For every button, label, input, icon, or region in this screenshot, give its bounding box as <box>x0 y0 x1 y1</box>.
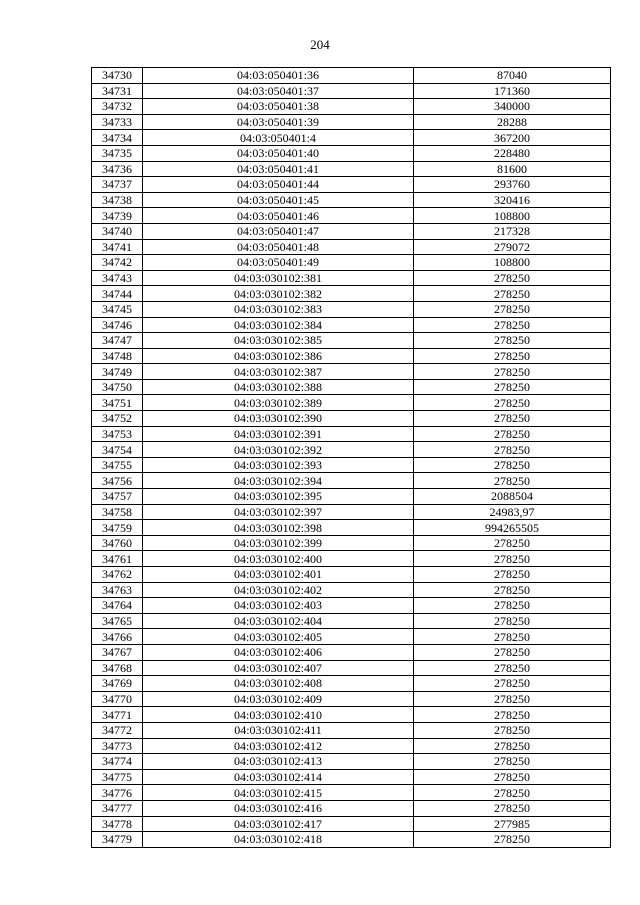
value-cell: 278250 <box>414 598 611 614</box>
row-number-cell: 34754 <box>92 442 143 458</box>
cadastral-number-cell: 04:03:050401:4 <box>143 130 414 146</box>
cadastral-number-cell: 04:03:030102:390 <box>143 411 414 427</box>
table-row <box>92 145 611 161</box>
cadastral-number-cell: 04:03:030102:381 <box>143 270 414 286</box>
cadastral-number-cell: 04:03:050401:40 <box>143 145 414 161</box>
cadastral-number-cell: 04:03:030102:411 <box>143 722 414 738</box>
table-row <box>92 411 611 427</box>
row-number-cell: 34765 <box>92 613 143 629</box>
row-number-cell: 34770 <box>92 691 143 707</box>
table-row <box>92 535 611 551</box>
value-cell: 278250 <box>414 769 611 785</box>
cadastral-number-cell: 04:03:030102:416 <box>143 800 414 816</box>
value-cell: 108800 <box>414 255 611 271</box>
cadastral-number-cell: 04:03:030102:397 <box>143 504 414 520</box>
cadastral-number-cell: 04:03:030102:394 <box>143 473 414 489</box>
value-cell: 293760 <box>414 177 611 193</box>
value-cell: 278250 <box>414 785 611 801</box>
table-row <box>92 239 611 255</box>
row-number-cell: 34751 <box>92 395 143 411</box>
row-number-cell: 34758 <box>92 504 143 520</box>
cadastral-number-cell: 04:03:030102:389 <box>143 395 414 411</box>
cadastral-number-cell: 04:03:050401:38 <box>143 99 414 115</box>
cadastral-number-cell: 04:03:050401:39 <box>143 114 414 130</box>
value-cell: 994265505 <box>414 520 611 536</box>
table-row <box>92 270 611 286</box>
row-number-cell: 34762 <box>92 567 143 583</box>
value-cell: 278250 <box>414 348 611 364</box>
table-row <box>92 442 611 458</box>
row-number-cell: 34734 <box>92 130 143 146</box>
cadastral-number-cell: 04:03:050401:47 <box>143 223 414 239</box>
cadastral-number-cell: 04:03:030102:384 <box>143 317 414 333</box>
table-row <box>92 785 611 801</box>
value-cell: 278250 <box>414 691 611 707</box>
value-cell: 87040 <box>414 68 611 84</box>
row-number-cell: 34741 <box>92 239 143 255</box>
row-number-cell: 34738 <box>92 192 143 208</box>
cadastral-number-cell: 04:03:030102:383 <box>143 301 414 317</box>
cadastral-number-cell: 04:03:030102:409 <box>143 691 414 707</box>
row-number-cell: 34764 <box>92 598 143 614</box>
cadastral-number-cell: 04:03:050401:36 <box>143 68 414 84</box>
value-cell: 278250 <box>414 333 611 349</box>
value-cell: 320416 <box>414 192 611 208</box>
row-number-cell: 34736 <box>92 161 143 177</box>
table-row <box>92 457 611 473</box>
table-row <box>92 301 611 317</box>
table-row <box>92 644 611 660</box>
row-number-cell: 34732 <box>92 99 143 115</box>
row-number-cell: 34775 <box>92 769 143 785</box>
table-row <box>92 660 611 676</box>
value-cell: 108800 <box>414 208 611 224</box>
row-number-cell: 34745 <box>92 301 143 317</box>
table-row <box>92 426 611 442</box>
value-cell: 278250 <box>414 567 611 583</box>
value-cell: 279072 <box>414 239 611 255</box>
row-number-cell: 34778 <box>92 816 143 832</box>
value-cell: 278250 <box>414 535 611 551</box>
cadastral-number-cell: 04:03:030102:392 <box>143 442 414 458</box>
row-number-cell: 34766 <box>92 629 143 645</box>
cadastral-number-cell: 04:03:030102:387 <box>143 364 414 380</box>
value-cell: 278250 <box>414 379 611 395</box>
table-row <box>92 130 611 146</box>
table-row <box>92 192 611 208</box>
row-number-cell: 34744 <box>92 286 143 302</box>
table-row <box>92 582 611 598</box>
cadastral-number-cell: 04:03:030102:410 <box>143 707 414 723</box>
table-row <box>92 816 611 832</box>
cadastral-number-cell: 04:03:030102:412 <box>143 738 414 754</box>
row-number-cell: 34756 <box>92 473 143 489</box>
value-cell: 278250 <box>414 582 611 598</box>
value-cell: 278250 <box>414 613 611 629</box>
cadastral-number-cell: 04:03:030102:418 <box>143 832 414 848</box>
row-number-cell: 34771 <box>92 707 143 723</box>
table-row <box>92 551 611 567</box>
value-cell: 81600 <box>414 161 611 177</box>
row-number-cell: 34737 <box>92 177 143 193</box>
table-row <box>92 333 611 349</box>
table-row <box>92 83 611 99</box>
value-cell: 28288 <box>414 114 611 130</box>
cadastral-number-cell: 04:03:030102:385 <box>143 333 414 349</box>
value-cell: 340000 <box>414 99 611 115</box>
value-cell: 278250 <box>414 411 611 427</box>
table-row <box>92 722 611 738</box>
value-cell: 278250 <box>414 301 611 317</box>
value-cell: 278250 <box>414 800 611 816</box>
value-cell: 2088504 <box>414 489 611 505</box>
table-row <box>92 68 611 84</box>
row-number-cell: 34746 <box>92 317 143 333</box>
table-row <box>92 707 611 723</box>
table-row <box>92 286 611 302</box>
value-cell: 278250 <box>414 551 611 567</box>
table-row <box>92 99 611 115</box>
value-cell: 278250 <box>414 442 611 458</box>
value-cell: 278250 <box>414 644 611 660</box>
value-cell: 278250 <box>414 722 611 738</box>
row-number-cell: 34747 <box>92 333 143 349</box>
table-row <box>92 317 611 333</box>
cadastral-number-cell: 04:03:030102:406 <box>143 644 414 660</box>
value-cell: 278250 <box>414 676 611 692</box>
table-row <box>92 395 611 411</box>
table-row <box>92 738 611 754</box>
value-cell: 278250 <box>414 738 611 754</box>
table-row <box>92 364 611 380</box>
cadastral-number-cell: 04:03:050401:45 <box>143 192 414 208</box>
cadastral-number-cell: 04:03:050401:46 <box>143 208 414 224</box>
row-number-cell: 34761 <box>92 551 143 567</box>
table-row <box>92 177 611 193</box>
row-number-cell: 34743 <box>92 270 143 286</box>
cadastral-number-cell: 04:03:030102:417 <box>143 816 414 832</box>
cadastral-number-cell: 04:03:050401:37 <box>143 83 414 99</box>
row-number-cell: 34767 <box>92 644 143 660</box>
value-cell: 24983,97 <box>414 504 611 520</box>
cadastral-number-cell: 04:03:030102:395 <box>143 489 414 505</box>
value-cell: 171360 <box>414 83 611 99</box>
cadastral-number-cell: 04:03:030102:391 <box>143 426 414 442</box>
cadastral-number-cell: 04:03:030102:414 <box>143 769 414 785</box>
value-cell: 277985 <box>414 816 611 832</box>
row-number-cell: 34749 <box>92 364 143 380</box>
cadastral-number-cell: 04:03:030102:404 <box>143 613 414 629</box>
cadastral-number-cell: 04:03:050401:41 <box>143 161 414 177</box>
value-cell: 278250 <box>414 270 611 286</box>
cadastral-number-cell: 04:03:030102:398 <box>143 520 414 536</box>
row-number-cell: 34777 <box>92 800 143 816</box>
table-row <box>92 691 611 707</box>
table-row <box>92 504 611 520</box>
row-number-cell: 34774 <box>92 754 143 770</box>
table-row <box>92 161 611 177</box>
value-cell: 217328 <box>414 223 611 239</box>
value-cell: 278250 <box>414 457 611 473</box>
row-number-cell: 34763 <box>92 582 143 598</box>
value-cell: 278250 <box>414 426 611 442</box>
table-row <box>92 348 611 364</box>
value-cell: 278250 <box>414 629 611 645</box>
row-number-cell: 34740 <box>92 223 143 239</box>
row-number-cell: 34753 <box>92 426 143 442</box>
row-number-cell: 34752 <box>92 411 143 427</box>
table-row <box>92 769 611 785</box>
table-row <box>92 800 611 816</box>
cadastral-number-cell: 04:03:030102:405 <box>143 629 414 645</box>
row-number-cell: 34730 <box>92 68 143 84</box>
table-row <box>92 114 611 130</box>
row-number-cell: 34750 <box>92 379 143 395</box>
table-row <box>92 473 611 489</box>
row-number-cell: 34739 <box>92 208 143 224</box>
value-cell: 228480 <box>414 145 611 161</box>
row-number-cell: 34733 <box>92 114 143 130</box>
page-number: 204 <box>310 37 330 52</box>
value-cell: 278250 <box>414 286 611 302</box>
value-cell: 278250 <box>414 832 611 848</box>
cadastral-number-cell: 04:03:050401:49 <box>143 255 414 271</box>
value-cell: 278250 <box>414 707 611 723</box>
cadastral-number-cell: 04:03:030102:400 <box>143 551 414 567</box>
row-number-cell: 34768 <box>92 660 143 676</box>
value-cell: 278250 <box>414 364 611 380</box>
row-number-cell: 34776 <box>92 785 143 801</box>
row-number-cell: 34748 <box>92 348 143 364</box>
cadastral-number-cell: 04:03:030102:402 <box>143 582 414 598</box>
value-cell: 278250 <box>414 754 611 770</box>
row-number-cell: 34735 <box>92 145 143 161</box>
cadastral-number-cell: 04:03:030102:407 <box>143 660 414 676</box>
row-number-cell: 34779 <box>92 832 143 848</box>
value-cell: 278250 <box>414 395 611 411</box>
table-row <box>92 598 611 614</box>
row-number-cell: 34773 <box>92 738 143 754</box>
row-number-cell: 34742 <box>92 255 143 271</box>
row-number-cell: 34760 <box>92 535 143 551</box>
cadastral-number-cell: 04:03:030102:399 <box>143 535 414 551</box>
table-row <box>92 629 611 645</box>
cadastral-number-cell: 04:03:030102:386 <box>143 348 414 364</box>
cadastral-number-cell: 04:03:030102:413 <box>143 754 414 770</box>
value-cell: 278250 <box>414 473 611 489</box>
cadastral-number-cell: 04:03:030102:393 <box>143 457 414 473</box>
table-row <box>92 223 611 239</box>
table-row <box>92 754 611 770</box>
cadastral-number-cell: 04:03:050401:48 <box>143 239 414 255</box>
row-number-cell: 34755 <box>92 457 143 473</box>
table-row <box>92 489 611 505</box>
table-row <box>92 379 611 395</box>
cadastral-number-cell: 04:03:030102:382 <box>143 286 414 302</box>
row-number-cell: 34769 <box>92 676 143 692</box>
cadastral-number-cell: 04:03:030102:415 <box>143 785 414 801</box>
cadastral-number-cell: 04:03:030102:403 <box>143 598 414 614</box>
table-row <box>92 567 611 583</box>
table-row <box>92 520 611 536</box>
table-row <box>92 255 611 271</box>
value-cell: 278250 <box>414 660 611 676</box>
cadastral-number-cell: 04:03:030102:388 <box>143 379 414 395</box>
row-number-cell: 34759 <box>92 520 143 536</box>
row-number-cell: 34731 <box>92 83 143 99</box>
table-row <box>92 208 611 224</box>
row-number-cell: 34772 <box>92 722 143 738</box>
cadastral-number-cell: 04:03:030102:401 <box>143 567 414 583</box>
table-row <box>92 613 611 629</box>
table-row <box>92 676 611 692</box>
cadastral-number-cell: 04:03:050401:44 <box>143 177 414 193</box>
table-body <box>92 68 611 848</box>
data-table <box>91 67 611 848</box>
row-number-cell: 34757 <box>92 489 143 505</box>
value-cell: 367200 <box>414 130 611 146</box>
value-cell: 278250 <box>414 317 611 333</box>
cadastral-number-cell: 04:03:030102:408 <box>143 676 414 692</box>
table-row <box>92 832 611 848</box>
